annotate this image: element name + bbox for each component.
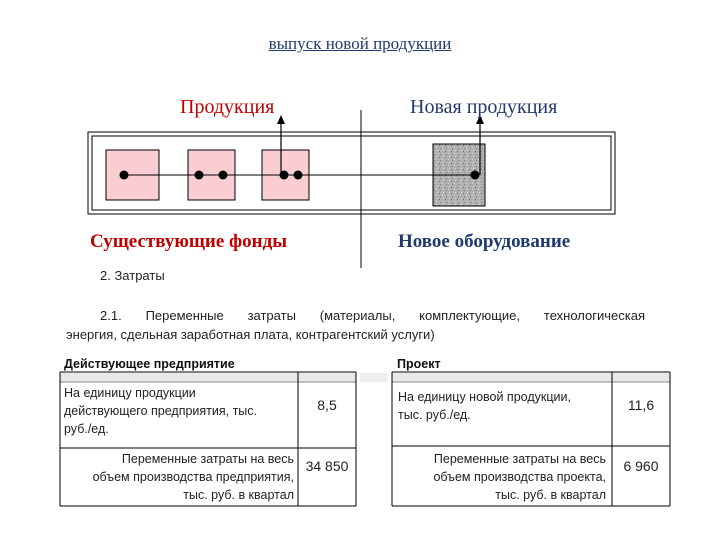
section-heading: 2. Затраты <box>100 268 165 283</box>
table-header-right: Проект <box>397 357 441 371</box>
left-row-2-value: 34 850 <box>305 458 349 474</box>
subsection-line-1: 2.1. Переменные затраты (материалы, комплектующие, технологическая <box>100 308 645 323</box>
right-row-2-label: Переменные затраты на весь объем производства проекта, тыс. руб. в квартал <box>433 452 606 502</box>
label-products: Продукция <box>180 96 275 118</box>
left-row-2-label: Переменные затраты на весь объем производства предприятия, тыс. руб. в квартал <box>92 452 294 502</box>
label-new-products: Новая продукция <box>410 96 558 118</box>
right-row-1-value: 11,6 <box>627 397 655 413</box>
subsection-line-2: энергия, сдельная заработная плата, контрагентский услуги) <box>66 327 435 342</box>
table-header-left: Действующее предприятие <box>64 357 235 371</box>
right-row-2-value: 6 960 <box>623 458 659 474</box>
right-row-1-label: На единицу новой продукции, тыс. руб./ед. <box>398 390 571 422</box>
left-row-1-value: 8,5 <box>317 397 337 413</box>
label-existing-funds: Существующие фонды <box>90 231 288 252</box>
label-new-equipment: Новое оборудование <box>398 231 571 252</box>
page-title: выпуск новой продукции <box>268 34 452 53</box>
left-row-1-label: На единицу продукции действующего предприятия, тыс. руб./ед. <box>64 386 258 436</box>
